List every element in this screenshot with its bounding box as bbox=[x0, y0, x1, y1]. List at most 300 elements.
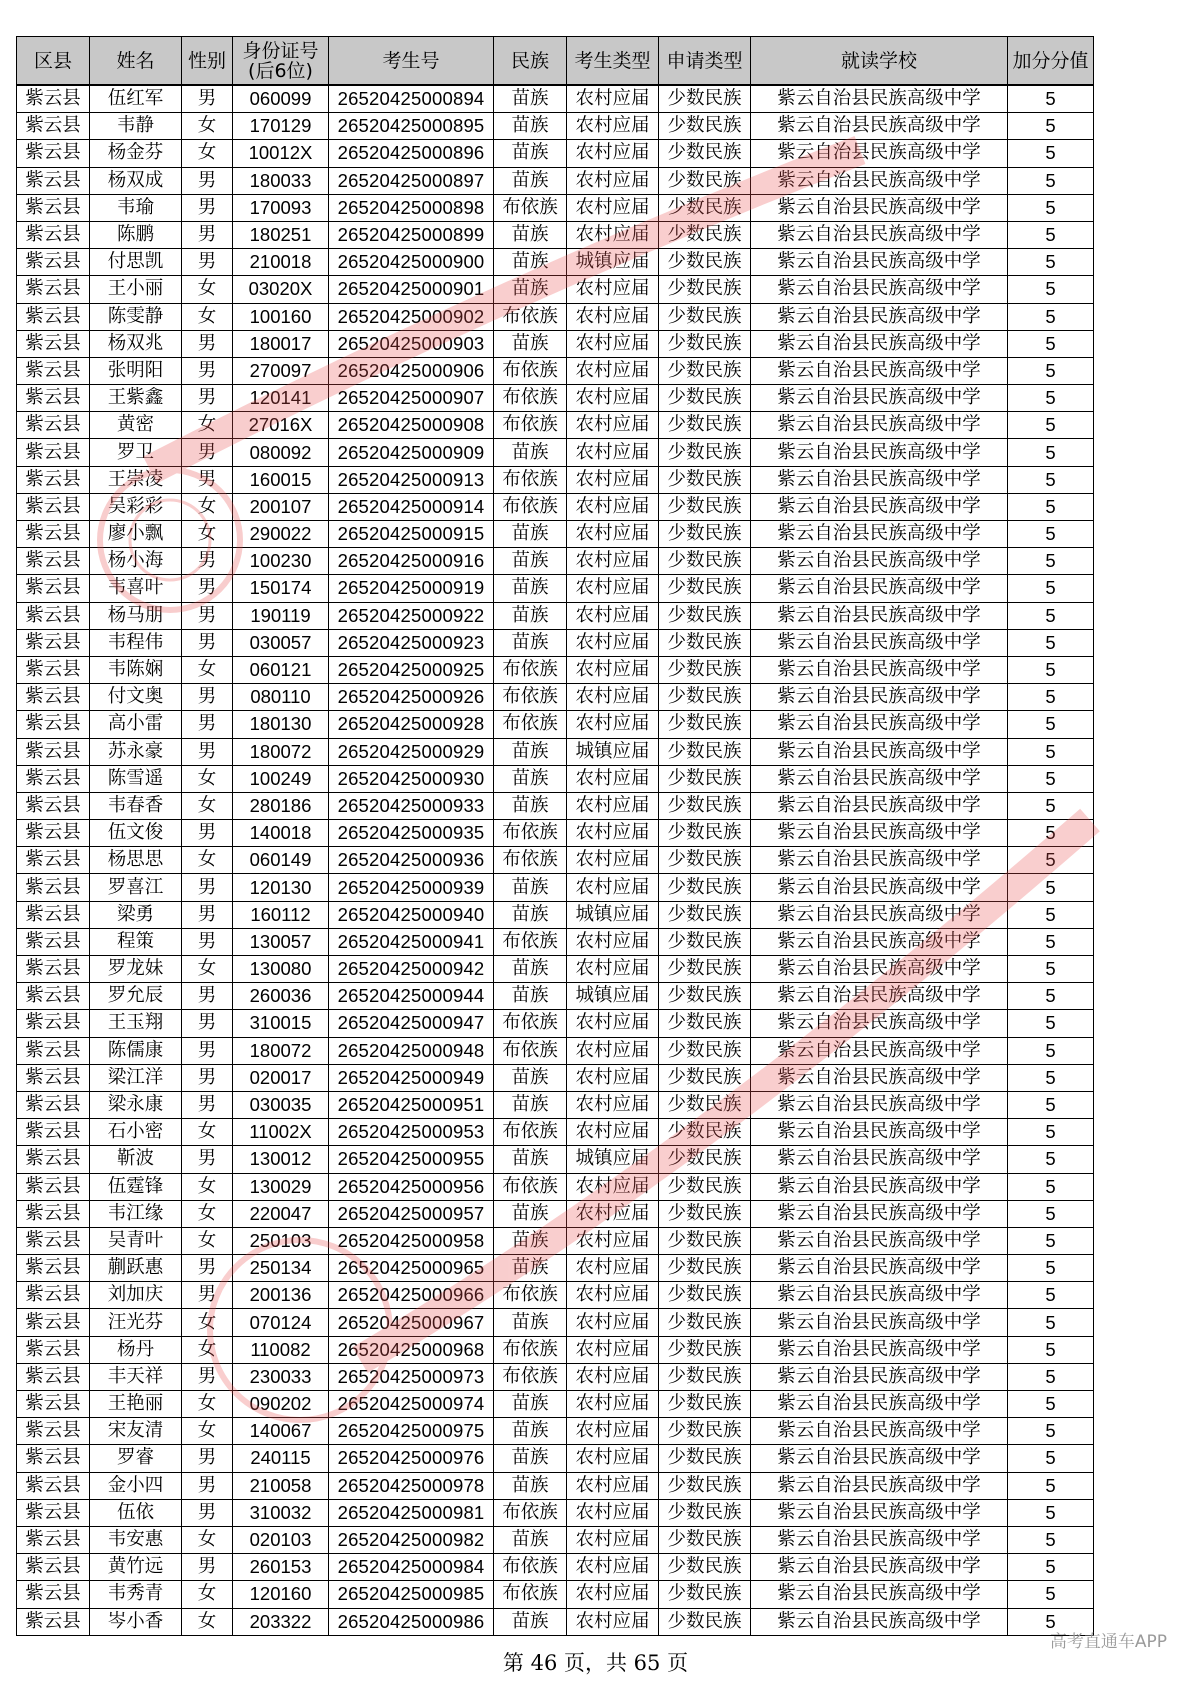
cell-school: 紫云自治县民族高级中学 bbox=[751, 412, 1008, 439]
table-row bbox=[17, 575, 1094, 602]
cell-district: 紫云县 bbox=[17, 85, 90, 113]
cell-school: 紫云自治县民族高级中学 bbox=[751, 439, 1008, 466]
cell-school: 紫云自治县民族高级中学 bbox=[751, 1282, 1008, 1309]
cell-name: 伍依 bbox=[90, 1499, 182, 1526]
table-row bbox=[17, 792, 1094, 819]
table-row bbox=[17, 521, 1094, 548]
cell-application-type: 少数民族 bbox=[659, 1227, 751, 1254]
cell-district: 紫云县 bbox=[17, 1309, 90, 1336]
cell-gender: 男 bbox=[182, 1010, 233, 1037]
cell-id-last6: 180072 bbox=[233, 1037, 329, 1064]
cell-district: 紫云县 bbox=[17, 1282, 90, 1309]
cell-school: 紫云自治县民族高级中学 bbox=[751, 684, 1008, 711]
cell-id-last6: 310015 bbox=[233, 1010, 329, 1037]
cell-name: 蒯跃惠 bbox=[90, 1255, 182, 1282]
cell-application-type: 少数民族 bbox=[659, 357, 751, 384]
table-row bbox=[17, 1091, 1094, 1118]
cell-candidate-type: 农村应届 bbox=[567, 656, 659, 683]
cell-district: 紫云县 bbox=[17, 983, 90, 1010]
table-row bbox=[17, 711, 1094, 738]
cell-gender: 女 bbox=[182, 1336, 233, 1363]
cell-bonus: 5 bbox=[1008, 1336, 1094, 1363]
cell-bonus: 5 bbox=[1008, 221, 1094, 248]
cell-id-last6: 203322 bbox=[233, 1608, 329, 1635]
cell-ethnicity: 苗族 bbox=[494, 1091, 567, 1118]
cell-exam-number: 26520425000895 bbox=[329, 113, 494, 140]
table-row bbox=[17, 194, 1094, 221]
cell-district: 紫云县 bbox=[17, 1091, 90, 1118]
cell-id-last6: 060121 bbox=[233, 656, 329, 683]
cell-application-type: 少数民族 bbox=[659, 1309, 751, 1336]
cell-candidate-type: 农村应届 bbox=[567, 303, 659, 330]
cell-candidate-type: 农村应届 bbox=[567, 1200, 659, 1227]
cell-bonus: 5 bbox=[1008, 820, 1094, 847]
cell-application-type: 少数民族 bbox=[659, 983, 751, 1010]
cell-id-last6: 170129 bbox=[233, 113, 329, 140]
cell-exam-number: 26520425000909 bbox=[329, 439, 494, 466]
cell-bonus: 5 bbox=[1008, 847, 1094, 874]
cell-gender: 男 bbox=[182, 439, 233, 466]
cell-name: 王小丽 bbox=[90, 276, 182, 303]
app-watermark: 高考直通车APP bbox=[1049, 1632, 1167, 1652]
cell-exam-number: 26520425000966 bbox=[329, 1282, 494, 1309]
cell-gender: 女 bbox=[182, 1200, 233, 1227]
table-row bbox=[17, 1526, 1094, 1553]
header-exam-number: 考生号 bbox=[329, 37, 494, 86]
cell-bonus: 5 bbox=[1008, 1064, 1094, 1091]
cell-school: 紫云自治县民族高级中学 bbox=[751, 1064, 1008, 1091]
table-row bbox=[17, 656, 1094, 683]
cell-school: 紫云自治县民族高级中学 bbox=[751, 276, 1008, 303]
cell-candidate-type: 农村应届 bbox=[567, 874, 659, 901]
table-row bbox=[17, 1336, 1094, 1363]
cell-candidate-type: 农村应届 bbox=[567, 521, 659, 548]
cell-exam-number: 26520425000984 bbox=[329, 1554, 494, 1581]
cell-gender: 男 bbox=[182, 221, 233, 248]
cell-exam-number: 26520425000898 bbox=[329, 194, 494, 221]
header-id-line1: 身份证号 bbox=[242, 39, 319, 62]
cell-bonus: 5 bbox=[1008, 1119, 1094, 1146]
cell-ethnicity: 布依族 bbox=[494, 1037, 567, 1064]
cell-district: 紫云县 bbox=[17, 385, 90, 412]
cell-district: 紫云县 bbox=[17, 1363, 90, 1390]
cell-id-last6: 210018 bbox=[233, 249, 329, 276]
cell-school: 紫云自治县民族高级中学 bbox=[751, 1363, 1008, 1390]
cell-exam-number: 26520425000948 bbox=[329, 1037, 494, 1064]
cell-bonus: 5 bbox=[1008, 1418, 1094, 1445]
cell-exam-number: 26520425000978 bbox=[329, 1472, 494, 1499]
cell-candidate-type: 农村应届 bbox=[567, 956, 659, 983]
cell-candidate-type: 农村应届 bbox=[567, 928, 659, 955]
table-row bbox=[17, 357, 1094, 384]
cell-exam-number: 26520425000968 bbox=[329, 1336, 494, 1363]
cell-exam-number: 26520425000967 bbox=[329, 1309, 494, 1336]
cell-bonus: 5 bbox=[1008, 1255, 1094, 1282]
cell-candidate-type: 农村应届 bbox=[567, 1608, 659, 1635]
cell-district: 紫云县 bbox=[17, 901, 90, 928]
header-candidate-type: 考生类型 bbox=[567, 37, 659, 86]
cell-id-last6: 230033 bbox=[233, 1363, 329, 1390]
cell-name: 黄竹远 bbox=[90, 1554, 182, 1581]
cell-id-last6: 060099 bbox=[233, 85, 329, 113]
cell-ethnicity: 苗族 bbox=[494, 765, 567, 792]
cell-exam-number: 26520425000947 bbox=[329, 1010, 494, 1037]
cell-id-last6: 260036 bbox=[233, 983, 329, 1010]
cell-application-type: 少数民族 bbox=[659, 1554, 751, 1581]
cell-gender: 男 bbox=[182, 385, 233, 412]
cell-district: 紫云县 bbox=[17, 656, 90, 683]
cell-school: 紫云自治县民族高级中学 bbox=[751, 140, 1008, 167]
cell-application-type: 少数民族 bbox=[659, 330, 751, 357]
cell-ethnicity: 苗族 bbox=[494, 738, 567, 765]
cell-school: 紫云自治县民族高级中学 bbox=[751, 1581, 1008, 1608]
cell-exam-number: 26520425000919 bbox=[329, 575, 494, 602]
cell-ethnicity: 苗族 bbox=[494, 113, 567, 140]
cell-application-type: 少数民族 bbox=[659, 249, 751, 276]
cell-bonus: 5 bbox=[1008, 656, 1094, 683]
cell-id-last6: 11002X bbox=[233, 1119, 329, 1146]
cell-candidate-type: 农村应届 bbox=[567, 847, 659, 874]
table-row bbox=[17, 765, 1094, 792]
cell-ethnicity: 苗族 bbox=[494, 276, 567, 303]
cell-gender: 女 bbox=[182, 1608, 233, 1635]
cell-ethnicity: 布依族 bbox=[494, 1282, 567, 1309]
cell-application-type: 少数民族 bbox=[659, 113, 751, 140]
cell-bonus: 5 bbox=[1008, 385, 1094, 412]
cell-name: 王玉翔 bbox=[90, 1010, 182, 1037]
table-row bbox=[17, 439, 1094, 466]
cell-school: 紫云自治县民族高级中学 bbox=[751, 521, 1008, 548]
cell-application-type: 少数民族 bbox=[659, 1255, 751, 1282]
cell-district: 紫云县 bbox=[17, 602, 90, 629]
cell-bonus: 5 bbox=[1008, 928, 1094, 955]
cell-school: 紫云自治县民族高级中学 bbox=[751, 711, 1008, 738]
cell-ethnicity: 布依族 bbox=[494, 684, 567, 711]
cell-name: 韦静 bbox=[90, 113, 182, 140]
cell-school: 紫云自治县民族高级中学 bbox=[751, 1200, 1008, 1227]
cell-school: 紫云自治县民族高级中学 bbox=[751, 194, 1008, 221]
cell-gender: 男 bbox=[182, 1037, 233, 1064]
cell-candidate-type: 农村应届 bbox=[567, 820, 659, 847]
cell-exam-number: 26520425000897 bbox=[329, 167, 494, 194]
cell-exam-number: 26520425000958 bbox=[329, 1227, 494, 1254]
cell-district: 紫云县 bbox=[17, 1608, 90, 1635]
cell-exam-number: 26520425000896 bbox=[329, 140, 494, 167]
results-table bbox=[16, 36, 1094, 1636]
cell-application-type: 少数民族 bbox=[659, 1064, 751, 1091]
cell-district: 紫云县 bbox=[17, 684, 90, 711]
cell-name: 高小雷 bbox=[90, 711, 182, 738]
cell-application-type: 少数民族 bbox=[659, 493, 751, 520]
cell-district: 紫云县 bbox=[17, 874, 90, 901]
cell-gender: 男 bbox=[182, 1255, 233, 1282]
cell-school: 紫云自治县民族高级中学 bbox=[751, 357, 1008, 384]
table-row bbox=[17, 847, 1094, 874]
cell-gender: 女 bbox=[182, 276, 233, 303]
cell-exam-number: 26520425000985 bbox=[329, 1581, 494, 1608]
table-row bbox=[17, 249, 1094, 276]
cell-name: 汪光芬 bbox=[90, 1309, 182, 1336]
cell-name: 杨马朋 bbox=[90, 602, 182, 629]
cell-gender: 男 bbox=[182, 711, 233, 738]
cell-district: 紫云县 bbox=[17, 1391, 90, 1418]
cell-bonus: 5 bbox=[1008, 1227, 1094, 1254]
cell-bonus: 5 bbox=[1008, 1363, 1094, 1390]
cell-id-last6: 200136 bbox=[233, 1282, 329, 1309]
cell-candidate-type: 农村应届 bbox=[567, 357, 659, 384]
table-row bbox=[17, 1255, 1094, 1282]
cell-bonus: 5 bbox=[1008, 85, 1094, 113]
cell-id-last6: 150174 bbox=[233, 575, 329, 602]
cell-bonus: 5 bbox=[1008, 1309, 1094, 1336]
cell-application-type: 少数民族 bbox=[659, 85, 751, 113]
cell-candidate-type: 农村应届 bbox=[567, 1581, 659, 1608]
cell-gender: 男 bbox=[182, 1064, 233, 1091]
cell-application-type: 少数民族 bbox=[659, 765, 751, 792]
table-row bbox=[17, 1472, 1094, 1499]
cell-school: 紫云自治县民族高级中学 bbox=[751, 874, 1008, 901]
table-row bbox=[17, 684, 1094, 711]
cell-application-type: 少数民族 bbox=[659, 1336, 751, 1363]
cell-id-last6: 130057 bbox=[233, 928, 329, 955]
cell-ethnicity: 苗族 bbox=[494, 1526, 567, 1553]
cell-application-type: 少数民族 bbox=[659, 629, 751, 656]
cell-application-type: 少数民族 bbox=[659, 194, 751, 221]
cell-bonus: 5 bbox=[1008, 521, 1094, 548]
cell-candidate-type: 农村应届 bbox=[567, 1255, 659, 1282]
cell-bonus: 5 bbox=[1008, 1445, 1094, 1472]
cell-candidate-type: 农村应届 bbox=[567, 1173, 659, 1200]
table-row bbox=[17, 1445, 1094, 1472]
cell-name: 岑小香 bbox=[90, 1608, 182, 1635]
cell-school: 紫云自治县民族高级中学 bbox=[751, 1336, 1008, 1363]
cell-ethnicity: 布依族 bbox=[494, 1119, 567, 1146]
cell-application-type: 少数民族 bbox=[659, 684, 751, 711]
cell-district: 紫云县 bbox=[17, 1064, 90, 1091]
cell-school: 紫云自治县民族高级中学 bbox=[751, 249, 1008, 276]
cell-name: 杨小海 bbox=[90, 548, 182, 575]
table-row bbox=[17, 1037, 1094, 1064]
cell-exam-number: 26520425000907 bbox=[329, 385, 494, 412]
cell-candidate-type: 城镇应届 bbox=[567, 738, 659, 765]
cell-gender: 女 bbox=[182, 656, 233, 683]
cell-exam-number: 26520425000973 bbox=[329, 1363, 494, 1390]
cell-bonus: 5 bbox=[1008, 874, 1094, 901]
cell-district: 紫云县 bbox=[17, 221, 90, 248]
cell-ethnicity: 苗族 bbox=[494, 901, 567, 928]
header-id bbox=[233, 37, 329, 86]
cell-id-last6: 250134 bbox=[233, 1255, 329, 1282]
cell-school: 紫云自治县民族高级中学 bbox=[751, 765, 1008, 792]
cell-name: 丰天祥 bbox=[90, 1363, 182, 1390]
table-row bbox=[17, 901, 1094, 928]
cell-ethnicity: 苗族 bbox=[494, 1227, 567, 1254]
cell-name: 罗卫 bbox=[90, 439, 182, 466]
cell-id-last6: 030057 bbox=[233, 629, 329, 656]
cell-exam-number: 26520425000974 bbox=[329, 1391, 494, 1418]
cell-district: 紫云县 bbox=[17, 167, 90, 194]
cell-candidate-type: 农村应届 bbox=[567, 1010, 659, 1037]
cell-bonus: 5 bbox=[1008, 792, 1094, 819]
cell-school: 紫云自治县民族高级中学 bbox=[751, 1146, 1008, 1173]
cell-bonus: 5 bbox=[1008, 1146, 1094, 1173]
cell-school: 紫云自治县民族高级中学 bbox=[751, 1526, 1008, 1553]
cell-district: 紫云县 bbox=[17, 1445, 90, 1472]
cell-district: 紫云县 bbox=[17, 548, 90, 575]
cell-ethnicity: 苗族 bbox=[494, 602, 567, 629]
cell-district: 紫云县 bbox=[17, 1472, 90, 1499]
cell-gender: 女 bbox=[182, 493, 233, 520]
cell-candidate-type: 城镇应届 bbox=[567, 1146, 659, 1173]
cell-name: 罗龙妹 bbox=[90, 956, 182, 983]
cell-name: 梁勇 bbox=[90, 901, 182, 928]
cell-school: 紫云自治县民族高级中学 bbox=[751, 385, 1008, 412]
cell-gender: 女 bbox=[182, 956, 233, 983]
cell-id-last6: 27016X bbox=[233, 412, 329, 439]
cell-id-last6: 100249 bbox=[233, 765, 329, 792]
cell-application-type: 少数民族 bbox=[659, 548, 751, 575]
cell-application-type: 少数民族 bbox=[659, 1608, 751, 1635]
cell-id-last6: 090202 bbox=[233, 1391, 329, 1418]
cell-application-type: 少数民族 bbox=[659, 1173, 751, 1200]
header-gender: 性别 bbox=[182, 37, 233, 86]
cell-ethnicity: 苗族 bbox=[494, 629, 567, 656]
cell-id-last6: 220047 bbox=[233, 1200, 329, 1227]
cell-candidate-type: 农村应届 bbox=[567, 684, 659, 711]
cell-school: 紫云自治县民族高级中学 bbox=[751, 1227, 1008, 1254]
cell-candidate-type: 农村应届 bbox=[567, 276, 659, 303]
cell-gender: 男 bbox=[182, 1282, 233, 1309]
cell-application-type: 少数民族 bbox=[659, 820, 751, 847]
cell-application-type: 少数民族 bbox=[659, 439, 751, 466]
cell-gender: 男 bbox=[182, 1363, 233, 1390]
cell-gender: 男 bbox=[182, 1091, 233, 1118]
cell-gender: 女 bbox=[182, 521, 233, 548]
table-row bbox=[17, 140, 1094, 167]
table-row bbox=[17, 412, 1094, 439]
cell-district: 紫云县 bbox=[17, 493, 90, 520]
cell-exam-number: 26520425000942 bbox=[329, 956, 494, 983]
cell-school: 紫云自治县民族高级中学 bbox=[751, 738, 1008, 765]
cell-gender: 男 bbox=[182, 330, 233, 357]
cell-candidate-type: 城镇应届 bbox=[567, 249, 659, 276]
table-row bbox=[17, 385, 1094, 412]
cell-gender: 女 bbox=[182, 412, 233, 439]
cell-application-type: 少数民族 bbox=[659, 167, 751, 194]
cell-id-last6: 180072 bbox=[233, 738, 329, 765]
cell-ethnicity: 苗族 bbox=[494, 1309, 567, 1336]
cell-application-type: 少数民族 bbox=[659, 303, 751, 330]
cell-candidate-type: 农村应届 bbox=[567, 1499, 659, 1526]
cell-bonus: 5 bbox=[1008, 1581, 1094, 1608]
cell-id-last6: 210058 bbox=[233, 1472, 329, 1499]
cell-candidate-type: 城镇应届 bbox=[567, 983, 659, 1010]
cell-gender: 女 bbox=[182, 1581, 233, 1608]
cell-candidate-type: 农村应届 bbox=[567, 711, 659, 738]
cell-gender: 女 bbox=[182, 1309, 233, 1336]
table-row bbox=[17, 928, 1094, 955]
cell-district: 紫云县 bbox=[17, 412, 90, 439]
cell-ethnicity: 苗族 bbox=[494, 1608, 567, 1635]
cell-exam-number: 26520425000933 bbox=[329, 792, 494, 819]
cell-gender: 女 bbox=[182, 303, 233, 330]
cell-name: 刘加庆 bbox=[90, 1282, 182, 1309]
cell-school: 紫云自治县民族高级中学 bbox=[751, 575, 1008, 602]
cell-candidate-type: 农村应届 bbox=[567, 602, 659, 629]
cell-district: 紫云县 bbox=[17, 140, 90, 167]
cell-district: 紫云县 bbox=[17, 956, 90, 983]
cell-ethnicity: 苗族 bbox=[494, 221, 567, 248]
cell-name: 伍霆锋 bbox=[90, 1173, 182, 1200]
table-row bbox=[17, 820, 1094, 847]
cell-ethnicity: 布依族 bbox=[494, 385, 567, 412]
cell-name: 杨双成 bbox=[90, 167, 182, 194]
cell-application-type: 少数民族 bbox=[659, 1526, 751, 1553]
cell-id-last6: 130029 bbox=[233, 1173, 329, 1200]
cell-id-last6: 140018 bbox=[233, 820, 329, 847]
cell-district: 紫云县 bbox=[17, 249, 90, 276]
cell-ethnicity: 苗族 bbox=[494, 575, 567, 602]
header-school: 就读学校 bbox=[751, 37, 1008, 86]
cell-exam-number: 26520425000928 bbox=[329, 711, 494, 738]
cell-ethnicity: 苗族 bbox=[494, 1418, 567, 1445]
cell-exam-number: 26520425000951 bbox=[329, 1091, 494, 1118]
table-row bbox=[17, 303, 1094, 330]
cell-school: 紫云自治县民族高级中学 bbox=[751, 1010, 1008, 1037]
cell-name: 付思凯 bbox=[90, 249, 182, 276]
cell-exam-number: 26520425000930 bbox=[329, 765, 494, 792]
cell-ethnicity: 苗族 bbox=[494, 140, 567, 167]
cell-id-last6: 10012X bbox=[233, 140, 329, 167]
cell-exam-number: 26520425000923 bbox=[329, 629, 494, 656]
cell-bonus: 5 bbox=[1008, 1554, 1094, 1581]
cell-district: 紫云县 bbox=[17, 1526, 90, 1553]
cell-application-type: 少数民族 bbox=[659, 1391, 751, 1418]
cell-ethnicity: 布依族 bbox=[494, 357, 567, 384]
cell-bonus: 5 bbox=[1008, 711, 1094, 738]
cell-district: 紫云县 bbox=[17, 1037, 90, 1064]
cell-candidate-type: 农村应届 bbox=[567, 792, 659, 819]
cell-candidate-type: 农村应届 bbox=[567, 167, 659, 194]
cell-candidate-type: 农村应届 bbox=[567, 548, 659, 575]
cell-bonus: 5 bbox=[1008, 412, 1094, 439]
cell-ethnicity: 布依族 bbox=[494, 466, 567, 493]
cell-candidate-type: 农村应届 bbox=[567, 113, 659, 140]
cell-name: 韦秀青 bbox=[90, 1581, 182, 1608]
cell-ethnicity: 布依族 bbox=[494, 1010, 567, 1037]
cell-name: 伍红军 bbox=[90, 85, 182, 113]
cell-district: 紫云县 bbox=[17, 1255, 90, 1282]
cell-bonus: 5 bbox=[1008, 629, 1094, 656]
cell-bonus: 5 bbox=[1008, 575, 1094, 602]
cell-candidate-type: 农村应届 bbox=[567, 140, 659, 167]
cell-district: 紫云县 bbox=[17, 439, 90, 466]
cell-ethnicity: 苗族 bbox=[494, 548, 567, 575]
header-name: 姓名 bbox=[90, 37, 182, 86]
cell-bonus: 5 bbox=[1008, 1091, 1094, 1118]
cell-candidate-type: 农村应届 bbox=[567, 1472, 659, 1499]
cell-exam-number: 26520425000949 bbox=[329, 1064, 494, 1091]
cell-application-type: 少数民族 bbox=[659, 1445, 751, 1472]
cell-school: 紫云自治县民族高级中学 bbox=[751, 1309, 1008, 1336]
cell-bonus: 5 bbox=[1008, 1173, 1094, 1200]
cell-district: 紫云县 bbox=[17, 1200, 90, 1227]
cell-gender: 男 bbox=[182, 1499, 233, 1526]
cell-name: 杨双兆 bbox=[90, 330, 182, 357]
cell-application-type: 少数民族 bbox=[659, 711, 751, 738]
table-row bbox=[17, 874, 1094, 901]
cell-exam-number: 26520425000900 bbox=[329, 249, 494, 276]
